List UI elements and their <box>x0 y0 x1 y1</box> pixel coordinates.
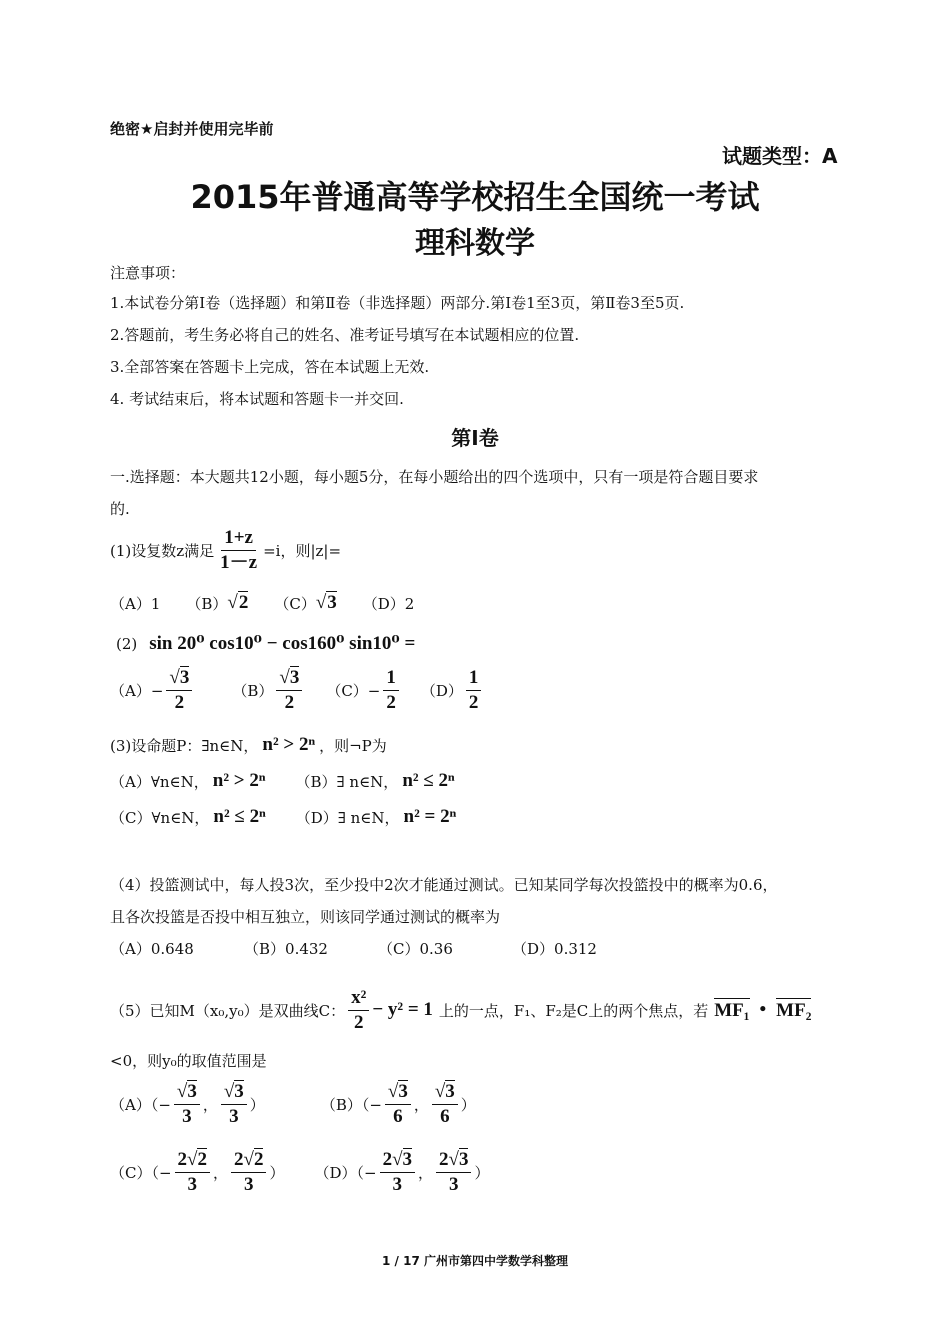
q4-option-c: （C）0.36 <box>378 940 453 958</box>
note-item-4: 4. 考试结束后，将本试题和答题卡一并交回. <box>110 390 404 408</box>
q5-c-frac2-num: 2√2 <box>231 1150 266 1173</box>
q5-stem-expr: − y² = 1 <box>372 999 433 1021</box>
question-4-line2: 且各次投篮是否投中相互独立，则该同学通过测试的概率为 <box>110 908 501 926</box>
question-3-stem <box>110 734 387 756</box>
q3-option-b-label: （B）∃ n∈N， <box>295 772 399 791</box>
q3-option-d-expr: n² = 2ⁿ <box>403 806 457 827</box>
q2-option-c-label: （C）− <box>326 681 381 700</box>
q5-d-comma: ， <box>418 1163 434 1182</box>
q2-b-radicand: 3 <box>289 667 300 688</box>
q5-stem-prefix: （5）已知M（x₀,y₀）是双曲线C： <box>110 1001 346 1020</box>
q1-option-c-radicand: 3 <box>327 592 337 613</box>
note-item-1: 1.本试卷分第Ⅰ卷（选择题）和第Ⅱ卷（非选择题）两部分.第Ⅰ卷1至3页，第Ⅱ卷3至5页. <box>110 294 685 312</box>
section-title: 第Ⅰ卷 <box>451 426 499 450</box>
question-3-options-row1 <box>110 770 455 792</box>
q1-stem-suffix: =i，则|z|= <box>263 541 342 560</box>
q5-d-frac1 <box>380 1150 415 1195</box>
q2-option-c-fraction <box>383 668 399 713</box>
q5-a-frac1 <box>174 1082 200 1127</box>
q3-option-b-expr: n² ≤ 2ⁿ <box>402 770 455 791</box>
q5-d-frac2-radicand: 3 <box>458 1149 469 1170</box>
q3-option-a-expr: n² > 2ⁿ <box>212 770 266 791</box>
q5-d-frac1-num: 2√3 <box>380 1150 415 1173</box>
q2-number: (2) <box>116 634 138 653</box>
q5-c-frac2-radicand: 2 <box>253 1149 264 1170</box>
q2-b-den: 2 <box>284 691 295 713</box>
q5-frac-den: 2 <box>353 1011 364 1033</box>
q5-dot-product: • <box>759 999 767 1021</box>
q2-option-b-label: （B） <box>232 681 274 700</box>
question-1-stem <box>110 528 341 573</box>
q1-option-a: （A）1 <box>110 594 161 613</box>
q5-a-frac1-den: 3 <box>182 1105 192 1127</box>
q5-vector-mf2: MF₂ <box>776 1000 812 1022</box>
q5-b-close: ） <box>460 1095 476 1114</box>
q5-d-frac2-num: 2√3 <box>436 1150 471 1173</box>
question-5-options-row1 <box>110 1082 476 1127</box>
q2-option-a-fraction <box>166 668 192 713</box>
q5-a-frac2-den: 3 <box>229 1105 239 1127</box>
question-5-line2: <0，则y₀的取值范围是 <box>110 1052 267 1070</box>
q5-d-frac2-coef: 2 <box>439 1149 449 1170</box>
section-intro-line1: 一.选择题：本大题共12小题，每小题5分，在每小题给出的四个选项中，只有一项是符合题目要求 <box>110 468 759 486</box>
q5-d-frac2 <box>436 1150 471 1195</box>
q5-d-frac1-den: 3 <box>392 1173 403 1195</box>
q5-d-close: ） <box>474 1163 490 1182</box>
q3-stem-suffix: ，则¬P为 <box>319 736 387 755</box>
q1-option-c-label: （C） <box>274 594 316 613</box>
q2-b-num: √3 <box>276 668 302 691</box>
question-4-options <box>110 938 597 959</box>
q1-fraction <box>217 528 260 573</box>
q5-option-c-label: （C）（− <box>110 1163 172 1182</box>
note-item-3: 3.全部答案在答题卡上完成，答在本试题上无效. <box>110 358 430 376</box>
q3-option-c-expr: n² ≤ 2ⁿ <box>213 806 266 827</box>
q2-option-b-fraction <box>276 668 302 713</box>
q5-d-frac1-coef: 2 <box>382 1149 393 1170</box>
q5-a-frac1-radicand: 3 <box>187 1081 197 1102</box>
q2-d-num: 1 <box>466 668 482 691</box>
q2-expression: sin 20⁰ cos10⁰ − cos160⁰ sin10⁰ = <box>149 633 416 654</box>
q1-frac-den: 1－z <box>220 551 258 573</box>
notes-heading: 注意事项： <box>110 264 186 282</box>
q3-stem-expr: n² > 2ⁿ <box>262 734 316 755</box>
q2-option-d-fraction <box>466 668 482 713</box>
question-5-options-row2 <box>110 1150 489 1195</box>
q1-option-d: （D）2 <box>362 594 415 613</box>
q2-option-a-label: （A）− <box>110 681 164 700</box>
q5-c-frac2 <box>231 1150 266 1195</box>
q4-option-d: （D）0.312 <box>512 940 597 958</box>
q5-fraction <box>348 988 369 1033</box>
q5-b-frac2-num: √3 <box>432 1082 458 1105</box>
question-1-options <box>110 592 414 614</box>
q2-c-den: 2 <box>386 691 396 713</box>
q1-option-b-label: （B） <box>186 594 228 613</box>
q5-c-close: ） <box>269 1163 285 1182</box>
q2-a-den: 2 <box>174 691 185 713</box>
q2-option-d-label: （D） <box>420 681 463 700</box>
q1-option-c-sqrt: √3 <box>315 592 337 613</box>
q1-stem-prefix: (1)设复数z满足 <box>110 541 215 560</box>
q5-b-comma: ， <box>413 1095 429 1114</box>
q5-option-d-label: （D）（− <box>314 1163 377 1182</box>
q3-option-a-label: （A）∀n∈N， <box>110 772 209 791</box>
q5-c-frac1-num: 2√2 <box>175 1150 210 1173</box>
q3-option-d-label: （D）∃ n∈N， <box>295 808 400 827</box>
question-4-line1: （4）投篮测试中，每人投3次，至少投中2次才能通过测试。已知某同学每次投篮投中的概率为0.6， <box>110 876 778 894</box>
q5-d-frac1-radicand: 3 <box>402 1149 412 1170</box>
q4-option-a: （A）0.648 <box>110 940 194 958</box>
q1-frac-num: 1+z <box>221 528 256 551</box>
question-5-stem <box>110 988 811 1033</box>
q2-d-den: 2 <box>468 691 479 713</box>
q5-c-frac2-coef: 2 <box>234 1149 244 1170</box>
q2-a-num: √3 <box>166 668 192 691</box>
q2-a-radicand: 3 <box>179 667 190 688</box>
q5-c-frac1-den: 3 <box>187 1173 198 1195</box>
q5-c-frac2-den: 3 <box>243 1173 254 1195</box>
q5-b-frac1-num: √3 <box>385 1082 411 1105</box>
q5-a-frac2-radicand: 3 <box>234 1081 244 1102</box>
confidential-notice: 绝密★启封并使用完毕前 <box>110 120 274 138</box>
q1-option-b-radicand: 2 <box>238 592 249 613</box>
q1-option-b-sqrt: √2 <box>227 592 249 613</box>
q3-option-c-label: （C）∀n∈N， <box>110 808 210 827</box>
exam-type-label: 试题类型：A <box>722 144 838 168</box>
q5-b-frac1-den: 6 <box>393 1105 403 1127</box>
q5-b-frac2 <box>432 1082 458 1127</box>
question-2-stem <box>116 632 415 655</box>
note-item-2: 2.答题前，考生务必将自己的姓名、准考证号填写在本试题相应的位置. <box>110 326 580 344</box>
q5-b-frac1-radicand: 3 <box>398 1081 408 1102</box>
question-2-options <box>110 668 484 713</box>
q5-b-frac1 <box>385 1082 411 1127</box>
q5-a-frac2-num: √3 <box>221 1082 247 1105</box>
q5-vector-mf1: MF₁ <box>714 1000 750 1022</box>
page-footer: 1 / 17 广州市第四中学数学科整理 <box>382 1254 568 1268</box>
q2-c-num: 1 <box>383 668 399 691</box>
q5-a-frac1-num: √3 <box>174 1082 200 1105</box>
q5-option-a-label: （A）（− <box>110 1095 171 1114</box>
q5-b-frac2-den: 6 <box>440 1105 450 1127</box>
q5-stem-middle: 上的一点，F₁、F₂是C上的两个焦点，若 <box>438 1001 709 1020</box>
q5-c-comma: ， <box>212 1163 228 1182</box>
q3-stem-prefix: (3)设命题P：∃n∈N， <box>110 736 259 755</box>
q5-a-close: ） <box>249 1095 265 1114</box>
q4-option-b: （B）0.432 <box>244 940 328 958</box>
q5-option-b-label: （B）（− <box>320 1095 382 1114</box>
q5-c-frac1 <box>175 1150 210 1195</box>
q5-d-frac2-den: 3 <box>448 1173 459 1195</box>
q5-b-frac2-radicand: 3 <box>445 1081 455 1102</box>
section-intro-line2: 的. <box>110 500 130 518</box>
page-title: 2015年普通高等学校招生全国统一考试 <box>190 178 760 216</box>
q5-c-frac1-coef: 2 <box>177 1149 188 1170</box>
q5-frac-num: x² <box>348 988 369 1011</box>
page-subtitle: 理科数学 <box>415 226 535 261</box>
q5-a-comma: ， <box>202 1095 218 1114</box>
question-3-options-row2 <box>110 806 456 828</box>
q5-a-frac2 <box>221 1082 247 1127</box>
q5-c-frac1-radicand: 2 <box>197 1149 207 1170</box>
